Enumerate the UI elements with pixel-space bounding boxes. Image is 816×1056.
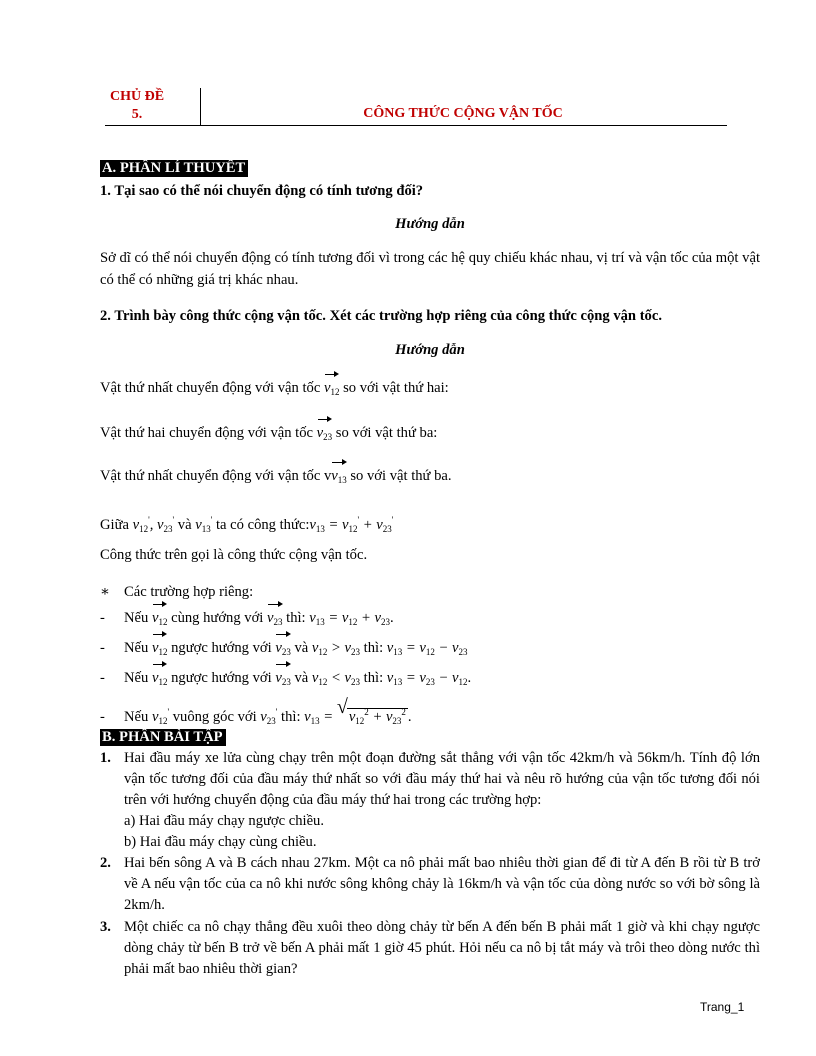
question-2: 2. Trình bày công thức cộng vận tốc. Xét các trường hợp riêng của công thức cộng vận tốc.	[100, 308, 662, 324]
exercise-1-option-a: a) Hai đầu máy chạy ngược chiều.	[124, 813, 324, 829]
guide-heading-1: Hướng dẫn	[395, 216, 465, 232]
header-divider-vertical	[200, 88, 201, 126]
topic-label: CHỦ ĐỀ	[109, 89, 165, 104]
cases-title: ∗ Các trường hợp riêng:	[100, 584, 254, 600]
exercise-1: 1. Hai đầu máy xe lửa cùng chạy trên một đoạn đường sắt thẳng với vận tốc 42km/h và 56km/h. Tính độ lớn vận tốc tương đối của đầu máy thứ nhất so với đầu máy thứ hai và nêu rõ hướng của vận tốc tương đối nói trên với hướng chuyển động của đầu máy thứ hai trong các trường hợp:	[100, 750, 760, 808]
section-b-heading: B. PHẦN BÀI TẬP	[100, 729, 226, 746]
question-1: 1. Tại sao có thể nói chuyển động có tính tương đối?	[100, 183, 424, 199]
page-title: CÔNG THỨC CỘNG VẬN TỐC	[363, 106, 563, 121]
velocity-line-3: Vật thứ nhất chuyển động với vận tốc v $v_{13}$ so với vật thứ ba.	[100, 465, 760, 491]
section-a-heading: A. PHẦN LÍ THUYẾT	[100, 160, 248, 177]
vector-v13: $v_{13}$	[331, 465, 346, 491]
velocity-addition-formula: $v_{13} = v_{12}' + v_{23}'$	[309, 515, 394, 534]
topic-index: 5.	[131, 107, 143, 122]
vector-v12: $v_{12}$	[324, 377, 339, 403]
formula-v12-v23: $v_{12}'$, $v_{23}'$	[132, 515, 175, 534]
case-same-direction: - Nếu $v_{12}$ cùng hướng với $v_{23}$ thì: $v_{13} = v_{12} + v_{23}$.	[100, 607, 760, 633]
vector-v23: $v_{23}$	[317, 422, 332, 448]
formula-line: Giữa $v_{12}'$, $v_{23}'$ và $v_{13}'$ ta có công $thức:v_{13} = v_{12}' + v_{23}'$	[100, 515, 394, 534]
velocity-line-1: Vật thứ nhất chuyển động với vận tốc $v_{12}$ so với vật thứ hai:	[100, 377, 760, 403]
case-opposite-greater: - Nếu $v_{12}$ ngược hướng với $v_{23}$ và $v_{12} > v_{23}$ thì: $v_{13} = v_{12} - v_{23}$	[100, 637, 760, 663]
square-root: √ $v_{12}^2 + v_{23}^2$	[336, 696, 406, 726]
case-perpendicular: - Nếu $v_{12}'$ vuông góc với $v_{23}'$ thì: $v_{13}$ = √ $v_{12}^2 + v_{23}^2$ .	[100, 701, 760, 732]
case-opposite-less: - Nếu $v_{12}$ ngược hướng với $v_{23}$ và $v_{12} < v_{23}$ thì: $v_{13} = v_{23} - v_{12}$.	[100, 667, 760, 693]
answer-1: Sở dĩ có thể nói chuyển động có tính tương đối vì trong các hệ quy chiếu khác nhau, vị trí và vận tốc của một vật có thể có những giá trị khác nhau.	[100, 250, 760, 288]
header-divider-horizontal	[105, 125, 727, 126]
guide-heading-2: Hướng dẫn	[395, 342, 465, 358]
formula-description: Công thức trên gọi là công thức cộng vận tốc.	[100, 547, 368, 563]
exercise-1-option-b: b) Hai đầu máy chạy cùng chiều.	[124, 834, 317, 850]
exercise-2: 2. Hai bến sông A và B cách nhau 27km. Một ca nô phải mất bao nhiêu thời gian để đi từ A đến B rồi từ B trở về A nếu vận tốc của ca nô khi nước sông không chảy là 16km/h và vận tốc của dòng nước so với bờ sông là 2km/h.	[100, 855, 760, 913]
exercise-3: 3. Một chiếc ca nô chạy thẳng đều xuôi theo dòng chảy từ bến A đến bến B phải mất 1 giờ và khi chạy ngược dòng chảy từ bến B trở về bến A phải mất 1 giờ 45 phút. Hỏi nếu ca nô bị tắt máy và trôi theo dòng nước thì phải mất bao nhiêu thời gian?	[100, 919, 760, 977]
velocity-line-2: Vật thứ hai chuyển động với vận tốc $v_{23}$ so với vật thứ ba:	[100, 422, 760, 448]
formula-v13: $v_{13}'$	[195, 515, 213, 534]
topic-number	[105, 88, 169, 124]
page-number: Trang_1	[700, 1000, 745, 1014]
